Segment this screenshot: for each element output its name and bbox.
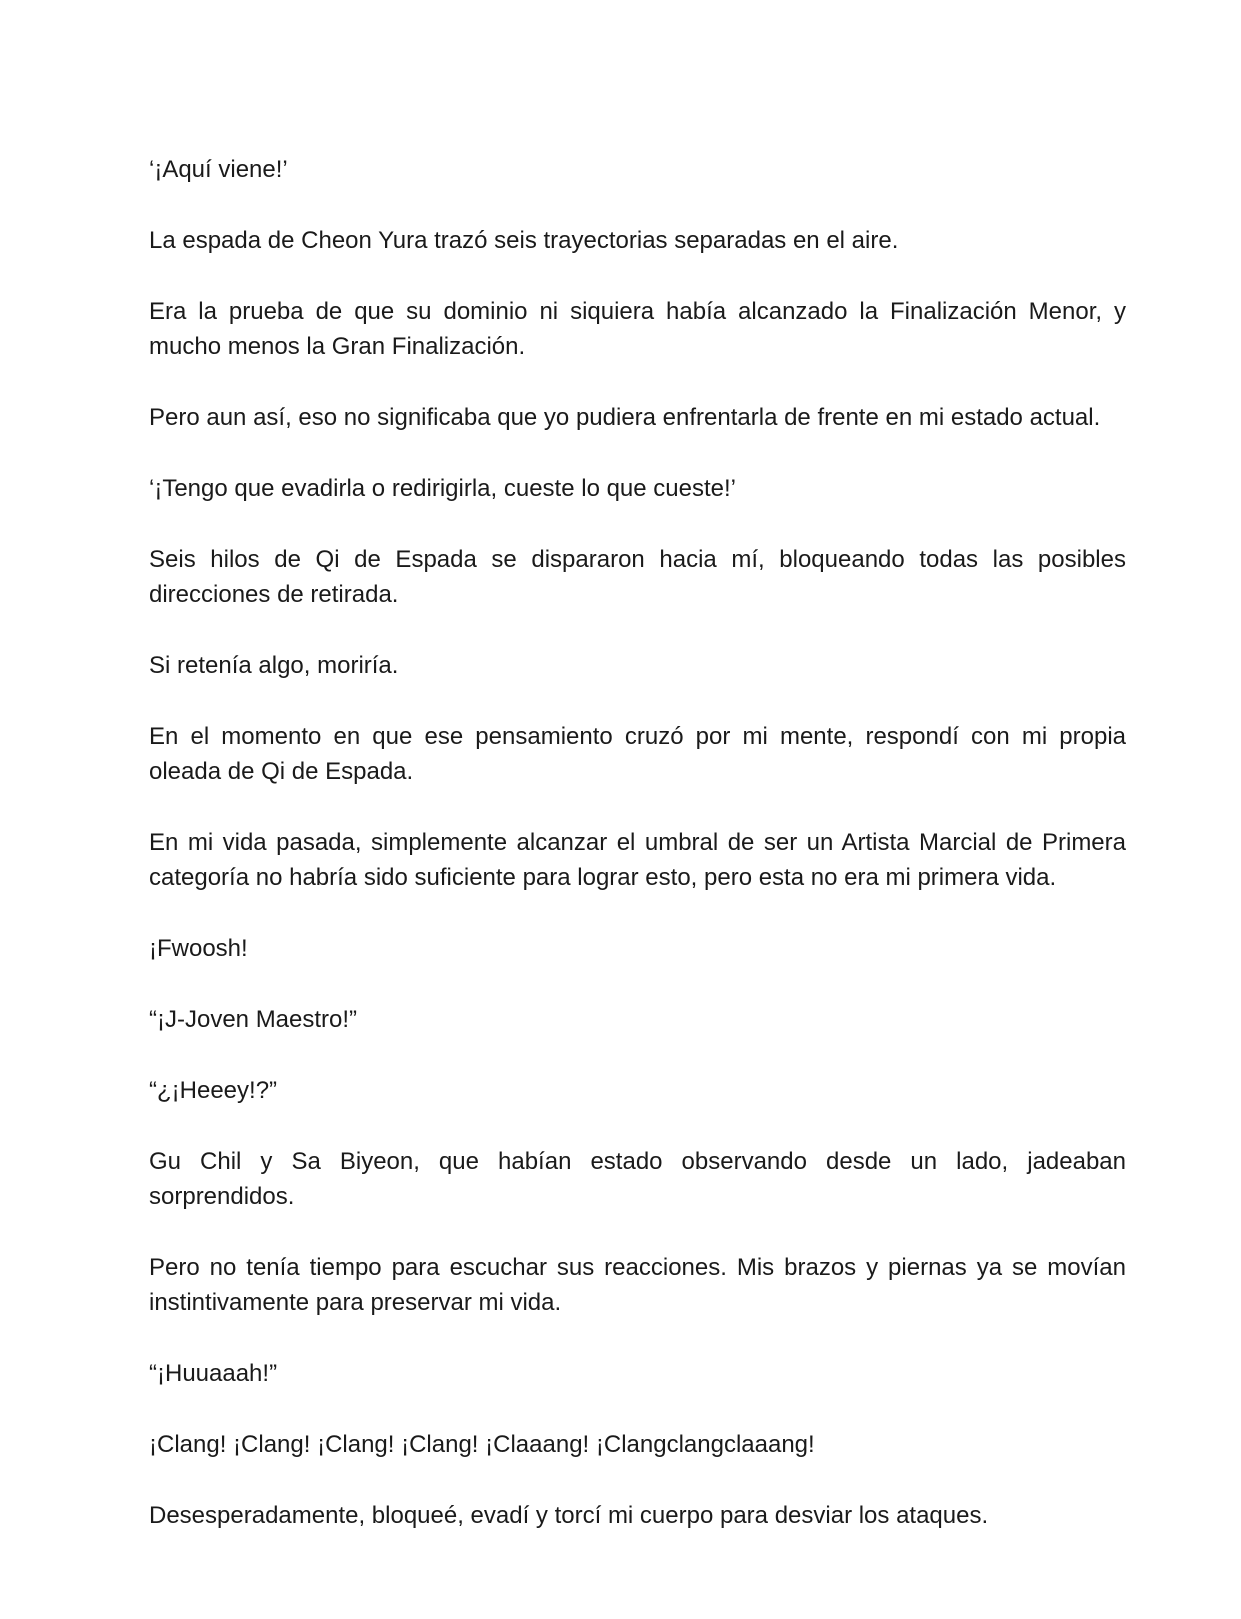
paragraph: ¡Fwoosh! — [149, 935, 248, 962]
document-body — [149, 152, 1126, 1569]
paragraph: Era la prueba de que su dominio ni siquiera había alcanzado la Finalización Menor, y mucho menos la Gran Finalización. — [149, 298, 1126, 360]
paragraph: ¡Clang! ¡Clang! ¡Clang! ¡Clang! ¡Claaang! ¡Clangclangclaaang! — [149, 1431, 815, 1458]
paragraph: En mi vida pasada, simplemente alcanzar el umbral de ser un Artista Marcial de Primera categoría no habría sido suficiente para lograr esto, pero esta no era mi primera vida. — [149, 829, 1126, 891]
paragraph: Desesperadamente, bloqueé, evadí y torcí mi cuerpo para desviar los ataques. — [149, 1502, 989, 1529]
paragraph: Seis hilos de Qi de Espada se dispararon hacia mí, bloqueando todas las posibles direcciones de retirada. — [149, 546, 1126, 608]
paragraph: ‘¡Tengo que evadirla o redirigirla, cueste lo que cueste!’ — [149, 475, 737, 502]
paragraph: Si retenía algo, moriría. — [149, 652, 399, 679]
paragraph: “¡J-Joven Maestro!” — [149, 1006, 358, 1033]
paragraph: Gu Chil y Sa Biyeon, que habían estado observando desde un lado, jadeaban sorprendidos. — [149, 1148, 1126, 1210]
paragraph: “¡Huuaaah!” — [149, 1360, 278, 1387]
paragraph: Pero no tenía tiempo para escuchar sus reacciones. Mis brazos y piernas ya se movían instintivamente para preservar mi vida. — [149, 1254, 1126, 1316]
paragraph: ‘¡Aquí viene!’ — [149, 156, 288, 183]
paragraph: Pero aun así, eso no significaba que yo pudiera enfrentarla de frente en mi estado actual. — [149, 404, 1101, 431]
paragraph: La espada de Cheon Yura trazó seis trayectorias separadas en el aire. — [149, 227, 899, 254]
paragraph: En el momento en que ese pensamiento cruzó por mi mente, respondí con mi propia oleada de Qi de Espada. — [149, 723, 1126, 785]
paragraph: “¿¡Heeey!?” — [149, 1077, 278, 1104]
